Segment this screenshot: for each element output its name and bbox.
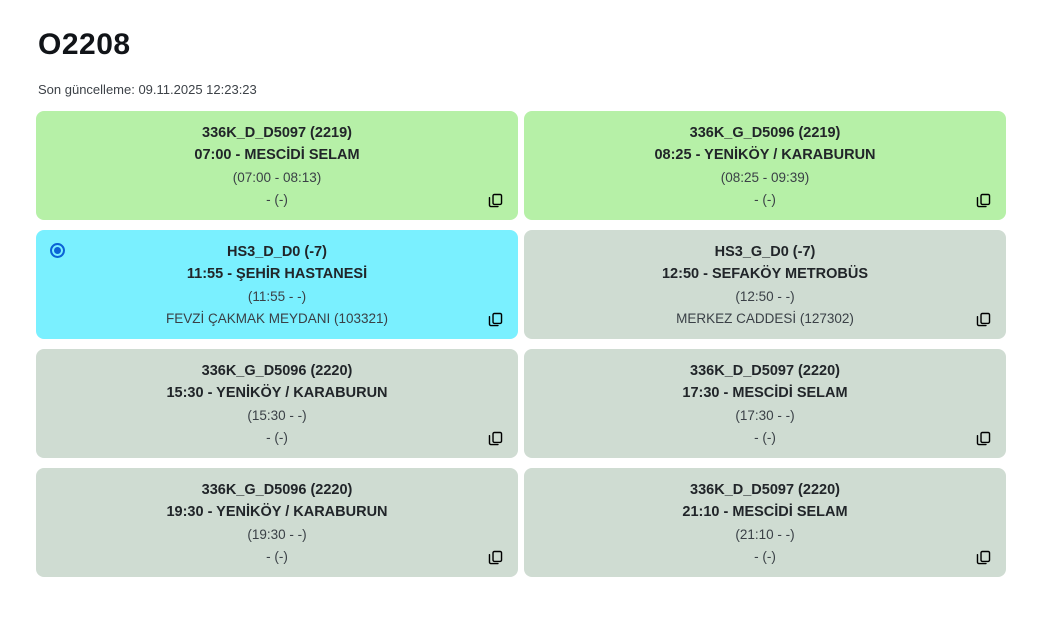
trip-window: (12:50 - -) <box>735 289 795 304</box>
trip-departure: 17:30 - MESCİDİ SELAM <box>682 385 848 401</box>
trip-card[interactable] <box>36 349 518 458</box>
trip-card[interactable] <box>36 111 518 220</box>
trip-departure: 08:25 - YENİKÖY / KARABURUN <box>654 147 876 163</box>
trip-card-grid <box>36 111 1006 577</box>
trip-window: (08:25 - 09:39) <box>720 170 810 185</box>
trip-code: 336K_G_D5096 (2220) <box>201 363 353 379</box>
trip-card[interactable] <box>524 468 1006 577</box>
trip-card[interactable] <box>524 111 1006 220</box>
trip-location: - (-) <box>754 549 776 564</box>
trip-departure: 19:30 - YENİKÖY / KARABURUN <box>166 504 388 520</box>
copy-icon[interactable] <box>487 430 504 447</box>
trip-window: (11:55 - -) <box>247 289 307 304</box>
trip-departure: 12:50 - SEFAKÖY METROBÜS <box>661 266 868 282</box>
copy-icon[interactable] <box>975 430 992 447</box>
trip-code: 336K_D_D5097 (2220) <box>690 482 840 498</box>
trip-departure: 07:00 - MESCİDİ SELAM <box>194 147 360 163</box>
trip-code: 336K_G_D5096 (2219) <box>689 125 841 141</box>
status-dot-icon <box>50 243 65 258</box>
trip-card[interactable] <box>36 230 518 339</box>
trip-location: - (-) <box>266 430 288 445</box>
trip-window: (19:30 - -) <box>247 527 307 542</box>
trip-departure: 21:10 - MESCİDİ SELAM <box>682 504 848 520</box>
trip-location: - (-) <box>754 192 776 207</box>
trip-card[interactable] <box>36 468 518 577</box>
trip-window: (15:30 - -) <box>247 408 307 423</box>
trip-code: 336K_G_D5096 (2220) <box>201 482 353 498</box>
trip-location: MERKEZ CADDESİ (127302) <box>676 311 854 326</box>
trip-window: (17:30 - -) <box>735 408 795 423</box>
copy-icon[interactable] <box>975 192 992 209</box>
trip-card[interactable] <box>524 230 1006 339</box>
trip-departure: 15:30 - YENİKÖY / KARABURUN <box>166 385 388 401</box>
trip-window: (07:00 - 08:13) <box>232 170 322 185</box>
copy-icon[interactable] <box>487 311 504 328</box>
copy-icon[interactable] <box>487 192 504 209</box>
trip-location: - (-) <box>266 192 288 207</box>
page-title: O2208 <box>38 28 131 61</box>
trip-window: (21:10 - -) <box>735 527 795 542</box>
trip-code: HS3_D_D0 (-7) <box>227 244 327 260</box>
trip-card[interactable] <box>524 349 1006 458</box>
trip-code: HS3_G_D0 (-7) <box>714 244 816 260</box>
copy-icon[interactable] <box>975 549 992 566</box>
last-update-text: Son güncelleme: 09.11.2025 12:23:23 <box>38 82 257 97</box>
trip-code: 336K_D_D5097 (2220) <box>690 363 840 379</box>
trip-location: FEVZİ ÇAKMAK MEYDANI (103321) <box>165 311 389 326</box>
trip-departure: 11:55 - ŞEHİR HASTANESİ <box>186 266 368 282</box>
trip-location: - (-) <box>266 549 288 564</box>
copy-icon[interactable] <box>487 549 504 566</box>
trip-location: - (-) <box>754 430 776 445</box>
copy-icon[interactable] <box>975 311 992 328</box>
trip-code: 336K_D_D5097 (2219) <box>202 125 352 141</box>
